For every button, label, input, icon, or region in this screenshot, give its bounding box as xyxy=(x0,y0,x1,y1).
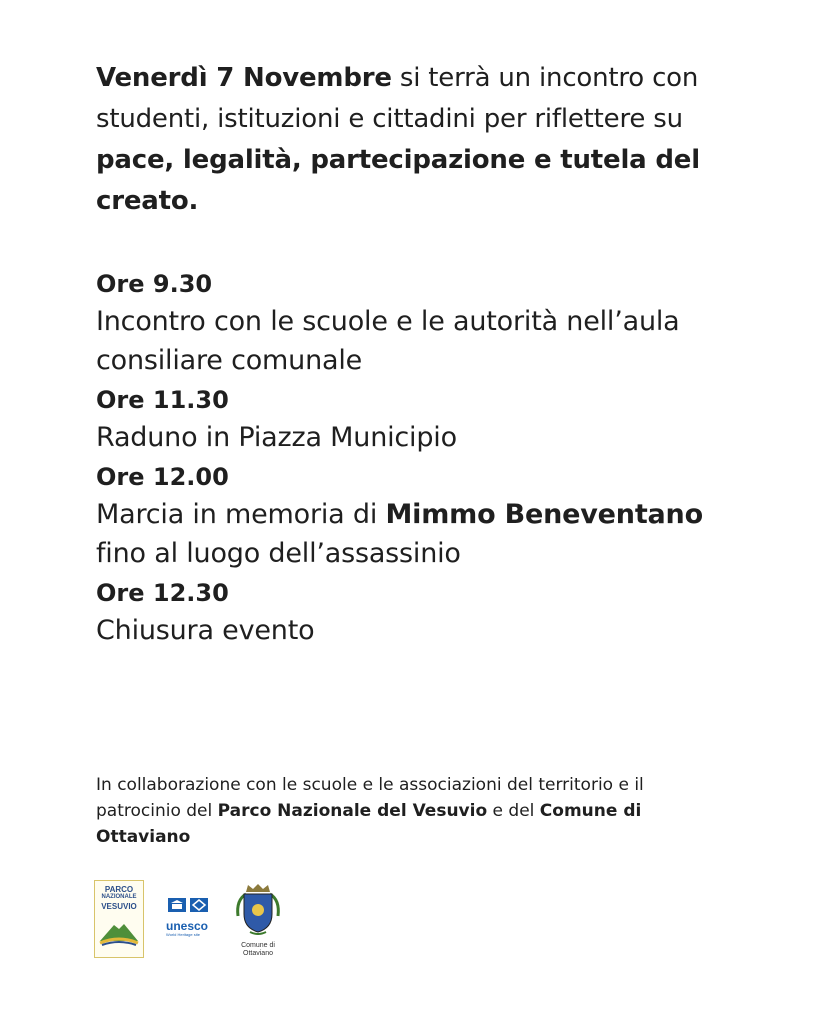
schedule xyxy=(96,266,716,650)
comune-ottaviano-logo xyxy=(234,882,282,960)
footer-parco: Parco Nazionale del Vesuvio xyxy=(217,801,488,821)
footer-text-2: e del xyxy=(487,801,540,821)
unesco-sub: World Heritage site xyxy=(166,932,200,937)
parco-vesuvio-logo xyxy=(94,880,144,958)
unesco-label: unesco xyxy=(166,919,209,933)
schedule-time: Ore 12.30 xyxy=(96,579,229,607)
parco-logo-line: VESUVIO xyxy=(101,902,137,911)
march-destination: fino al luogo dell’assassinio xyxy=(96,538,461,569)
schedule-time: Ore 11.30 xyxy=(96,386,229,414)
parco-logo-line: PARCO xyxy=(104,885,134,894)
footer-credits xyxy=(96,772,716,850)
unesco-logo xyxy=(166,896,220,936)
schedule-description: Incontro con le scuole e le autorità nell’aula consiliare comunale xyxy=(96,306,680,376)
footer-comune: Comune di Ottaviano xyxy=(96,801,642,847)
schedule-description: Raduno in Piazza Municipio xyxy=(96,422,457,453)
event-announcement xyxy=(96,58,716,652)
parco-logo-line: NAZIONALE xyxy=(101,894,137,900)
intro-paragraph xyxy=(96,58,716,222)
schedule-description: Chiusura evento xyxy=(96,615,315,646)
coat-of-arms-icon xyxy=(234,882,282,938)
intro-themes: pace, legalità, partecipazione e tutela del creato. xyxy=(96,145,700,216)
schedule-time: Ore 12.00 xyxy=(96,463,229,491)
logo-strip xyxy=(94,878,494,960)
honoree-name: Mimmo Beneventano xyxy=(385,499,703,530)
unesco-emblem-icon xyxy=(166,896,220,916)
volcano-icon xyxy=(98,917,140,947)
schedule-description xyxy=(96,495,716,573)
march-text: Marcia in memoria di xyxy=(96,499,386,530)
intro-text: si terrà un incontro con studenti, istituzioni e cittadini per riflettere su xyxy=(96,63,699,134)
schedule-time: Ore 9.30 xyxy=(96,270,213,298)
comune-label: Comune di Ottaviano xyxy=(241,942,275,957)
event-date: Venerdì 7 Novembre xyxy=(96,63,392,93)
footer-text: In collaborazione con le scuole e le associazioni del territorio e il patrocinio del xyxy=(96,775,644,821)
